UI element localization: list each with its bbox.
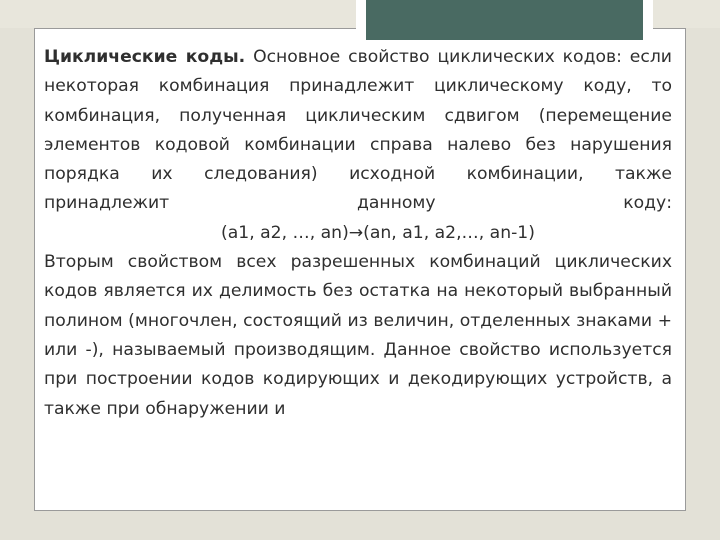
title-tab-accent: [366, 0, 643, 40]
paragraph-cyclic-codes: [44, 43, 672, 219]
slide-body: [44, 43, 672, 424]
paragraph-second-property: Вторым свойством всех разрешенных комбинаций циклических кодов является их делимость без остатка на некоторый выбранный полином (многочлен, состоящий из величин, отделенных знаками + или -), называемый производящим. Данное свойство используется при построении кодов кодирующих и декодирующих устройств, а также при обнаружении и: [44, 252, 672, 419]
paragraph-lead: Циклические коды.: [44, 47, 246, 67]
cyclic-shift-formula: (a1, a2, …, an)→(an, a1, a2,…, an-1): [221, 222, 535, 243]
paragraph-text: Основное свойство циклических кодов: если некоторая комбинация принадлежит циклическому коду, то комбинация, полученная циклическим сдвигом (перемещение элементов кодовой комбинации справа налево без нарушения порядка их следования) исходной комбинации, также принадлежит данному коду:: [44, 47, 672, 214]
